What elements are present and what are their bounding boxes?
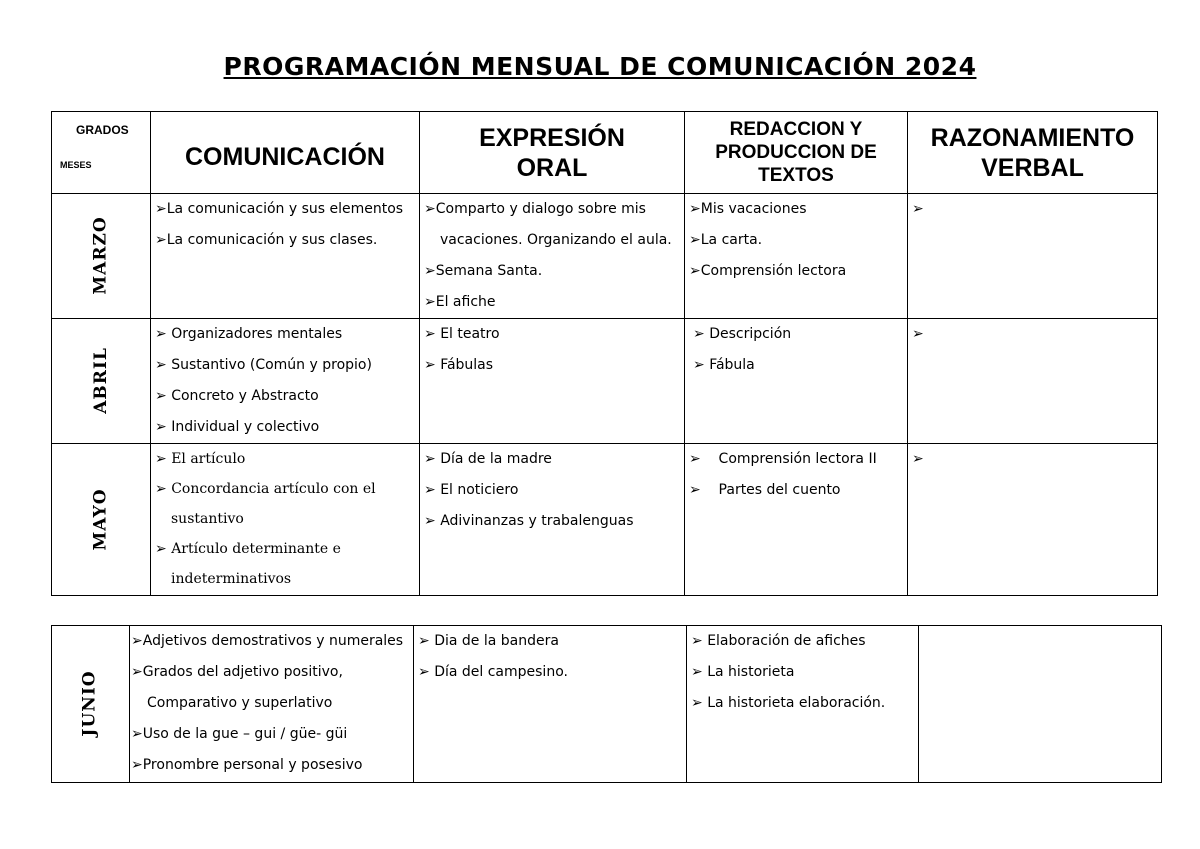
bullet-icon: ➢ [155,357,167,373]
meses-label: MESES [60,160,92,170]
list-item: ➢ Fábula [693,357,755,373]
mayo-comunicacion [151,444,420,596]
list-item: ➢ Partes del cuento [689,482,841,498]
bullet-icon: ➢ [155,481,167,497]
list-item: vacaciones. Organizando el aula. [440,232,672,248]
list-item: ➢ La historieta elaboración. [691,695,886,711]
header-row [52,112,1158,194]
bullet-icon: ➢ [424,263,436,279]
month-junio [52,626,130,783]
bullet-icon: ➢ [131,633,143,649]
list-item: ➢ Sustantivo (Común y propio) [155,357,372,373]
marzo-expresion [420,194,685,319]
row-marzo [52,194,1158,319]
bullet-icon: ➢ [912,326,924,342]
list-item: ➢ Día de la madre [424,451,552,467]
bullet-icon: ➢ [424,513,436,529]
month-abril-label: ABRIL [90,347,111,414]
list-item: ➢Semana Santa. [424,263,543,279]
schedule-table [51,111,1158,596]
list-item: ➢ Individual y colectivo [155,419,320,435]
mayo-razonamiento [908,444,1158,596]
bullet-icon: ➢ [424,482,436,498]
bullet-icon: ➢ [155,326,167,342]
bullet-icon: ➢ [418,664,430,680]
list-item: ➢Comprensión lectora [689,263,847,279]
mayo-redaccion [685,444,908,596]
header-razonamiento [908,112,1158,194]
month-junio-label: JUNIO [79,670,100,737]
month-marzo [52,194,151,319]
row-mayo [52,444,1158,596]
list-item: ➢ Descripción [693,326,792,342]
list-item: ➢ Artículo determinante e [155,541,341,557]
list-item: sustantivo [171,511,244,527]
bullet-icon: ➢ [418,633,430,649]
header-comunicacion-text: COMUNICACIÓN [185,142,385,171]
list-item: indeterminativos [171,571,292,587]
bullet-icon: ➢ [155,388,167,404]
header-razonamiento-line1: RAZONAMIENTO [930,123,1135,152]
bullet-icon: ➢ [691,633,703,649]
bullet-icon: ➢ [131,664,143,680]
list-item: ➢El afiche [424,294,496,310]
header-expresion-line1: EXPRESIÓN [479,123,625,152]
bullet-icon: ➢ [689,232,701,248]
junio-razonamiento [919,626,1162,783]
header-redaccion-line3: TEXTOS [758,165,834,186]
list-item: ➢ Concreto y Abstracto [155,388,319,404]
header-razonamiento-line2: VERBAL [981,153,1084,182]
bullet-icon: ➢ [424,201,436,217]
grados-label: GRADOS [76,123,129,137]
corner-cell [52,112,151,194]
bullet-icon: ➢ [155,419,167,435]
bullet-icon: ➢ [131,726,143,742]
list-item [912,194,1157,225]
bullet-icon: ➢ [155,232,167,248]
month-mayo-label: MAYO [90,487,111,551]
month-marzo-label: MARZO [90,216,111,295]
junio-comunicacion [130,626,414,783]
marzo-comunicacion [151,194,420,319]
schedule-table-junio [51,625,1162,783]
list-item: ➢ Concordancia artículo con el [155,481,376,497]
list-item: ➢ Adivinanzas y trabalenguas [424,513,634,529]
bullet-icon: ➢ [155,451,167,467]
bullet-icon: ➢ [424,451,436,467]
list-item: ➢La comunicación y sus elementos [155,201,404,217]
bullet-icon: ➢ [424,326,436,342]
list-item: ➢Adjetivos demostrativos y numerales [131,633,404,649]
header-comunicacion [151,112,420,194]
list-item: ➢ Día del campesino. [418,664,568,680]
bullet-icon: ➢ [693,326,705,342]
row-junio [52,626,1162,783]
bullet-icon: ➢ [912,201,924,217]
bullet-icon: ➢ [131,757,143,773]
list-item: ➢ El teatro [424,326,500,342]
page-title: PROGRAMACIÓN MENSUAL DE COMUNICACIÓN 2024 [223,52,977,81]
abril-redaccion [685,319,908,444]
abril-expresion [420,319,685,444]
list-item: ➢ Dia de la bandera [418,633,559,649]
list-item: Comparativo y superlativo [147,695,333,711]
month-abril [52,319,151,444]
abril-razonamiento [908,319,1158,444]
list-item [912,444,1157,475]
list-item: ➢La comunicación y sus clases. [155,232,378,248]
marzo-razonamiento [908,194,1158,319]
bullet-icon: ➢ [691,664,703,680]
list-item: ➢ El noticiero [424,482,519,498]
bullet-icon: ➢ [693,357,705,373]
list-item: ➢Pronombre personal y posesivo [131,757,363,773]
list-item: ➢ El artículo [155,451,246,467]
list-item: ➢ Fábulas [424,357,494,373]
row-abril [52,319,1158,444]
header-redaccion-line2: PRODUCCION DE [715,142,877,163]
month-mayo [52,444,151,596]
bullet-icon: ➢ [689,482,701,498]
list-item: ➢Comparto y dialogo sobre mis [424,201,646,217]
list-item: ➢Mis vacaciones [689,201,807,217]
bullet-icon: ➢ [155,201,167,217]
junio-expresion [414,626,687,783]
bullet-icon: ➢ [155,541,167,557]
abril-comunicacion [151,319,420,444]
marzo-redaccion [685,194,908,319]
bullet-icon: ➢ [424,294,436,310]
bullet-icon: ➢ [689,451,701,467]
list-item: ➢ Organizadores mentales [155,326,343,342]
list-item: ➢La carta. [689,232,763,248]
list-item: ➢Grados del adjetivo positivo, [131,664,343,680]
mayo-expresion [420,444,685,596]
list-item: ➢ La historieta [691,664,795,680]
bullet-icon: ➢ [689,263,701,279]
junio-redaccion [687,626,919,783]
bullet-icon: ➢ [689,201,701,217]
header-expresion-line2: ORAL [516,153,588,182]
bullet-icon: ➢ [424,357,436,373]
bullet-icon: ➢ [912,451,924,467]
header-redaccion [685,112,908,194]
header-redaccion-line1: REDACCION Y [729,119,863,140]
list-item: ➢ Comprensión lectora II [689,451,877,467]
list-item [912,319,1157,350]
list-item: ➢Uso de la gue – gui / güe- güi [131,726,348,742]
list-item: ➢ Elaboración de afiches [691,633,866,649]
bullet-icon: ➢ [691,695,703,711]
header-expresion-oral [420,112,685,194]
